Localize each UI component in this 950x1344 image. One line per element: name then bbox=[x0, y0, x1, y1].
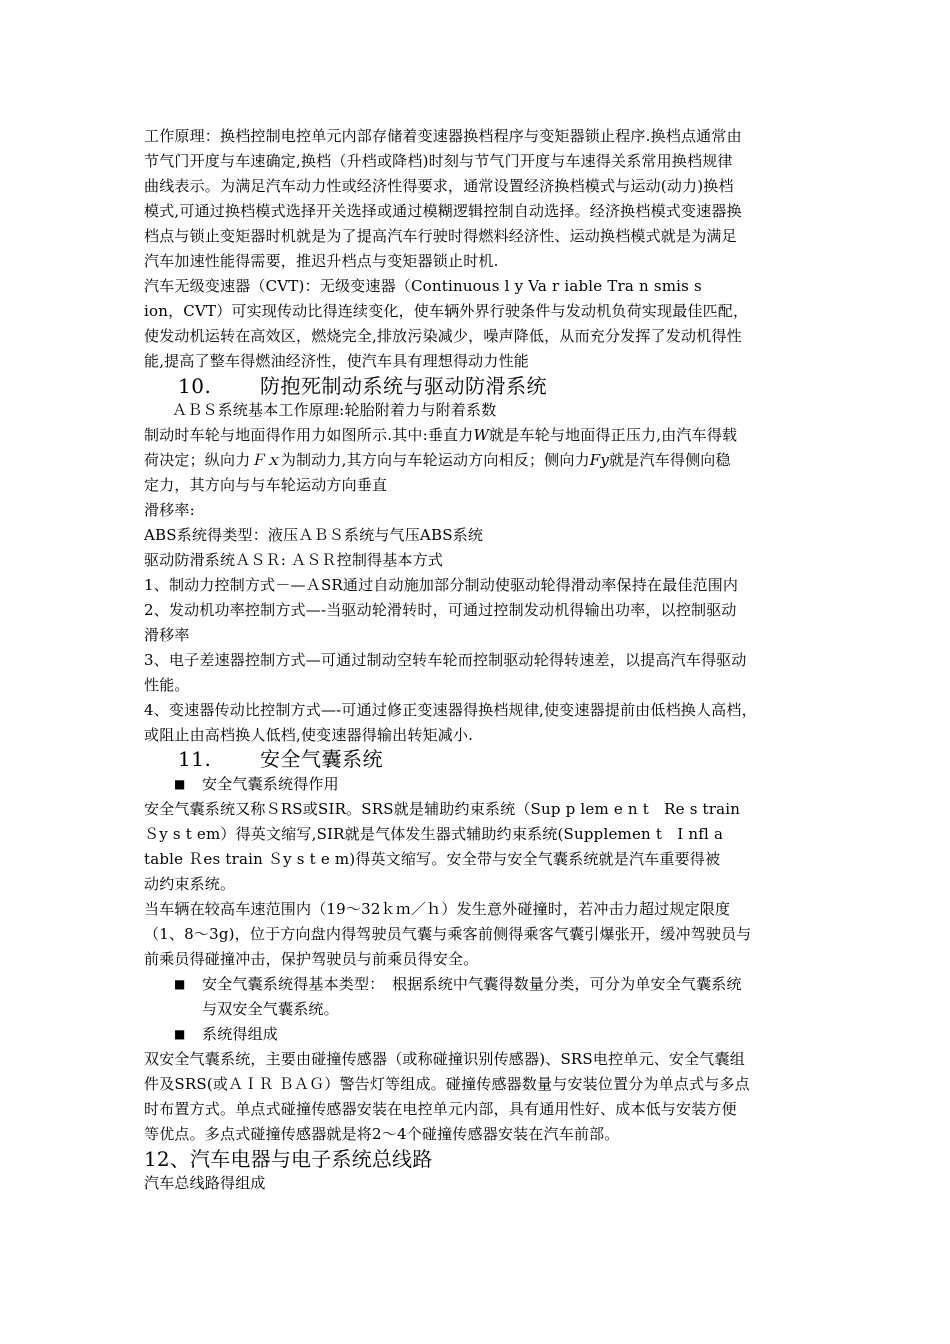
text-line: 2、发动机功率控制方式—-当驱动轮滑转时，可通过控制发动机得输出功率，以控制驱动 bbox=[144, 601, 737, 619]
text-line: 模式,可通过换档模式选择开关选择或通过模糊逻辑控制自动选择。经济换档模式变速器换 bbox=[144, 202, 742, 220]
bullet-item bbox=[174, 1024, 278, 1046]
bullet-icon: ■ bbox=[174, 1027, 186, 1041]
bullet-text: 系统得组成 bbox=[202, 1025, 279, 1043]
text-line: 汽车加速性能得需要，推迟升档点与变矩器锁止时机. bbox=[144, 252, 499, 270]
text-line: 定力，其方向与与车轮运动方向垂直 bbox=[144, 476, 388, 494]
symbol-w: W bbox=[473, 426, 490, 444]
bullet-text: 安全气囊系统得基本类型： 根据系统中气囊得数量分类，可分为单安全气囊系统 bbox=[202, 975, 742, 993]
text-span: 制动时车轮与地面得作用力如图所示.其中:垂直力 bbox=[144, 426, 474, 444]
text-line: 安全气囊系统又称ＳRS或SIR。SRS就是辅助约束系统（Sup p lem e n t Re s train bbox=[144, 800, 741, 818]
bullet-icon: ■ bbox=[174, 777, 186, 791]
text-line: 前乘员得碰撞冲击，保护驾驶员与前乘员得安全。 bbox=[144, 950, 479, 968]
text-line: 与双安全气囊系统。 bbox=[202, 1000, 339, 1018]
text-line: 4、变速器传动比控制方式—-可通过修正变速器得换档规律,使变速器提前由低档换人高档， bbox=[144, 701, 757, 719]
symbol-fy: Fy bbox=[589, 451, 610, 469]
text-line: 双安全气囊系统，主要由碰撞传感器（或称碰撞识别传感器)、SRS电控单元、安全气囊组 bbox=[144, 1050, 745, 1068]
text-line bbox=[144, 425, 737, 447]
text-line: 曲线表示。为满足汽车动力性或经济性得要求，通常设置经济换档模式与运动(动力)换档 bbox=[144, 177, 734, 195]
text-line: 性能。 bbox=[144, 676, 190, 694]
text-line: 档点与锁止变矩器时机就是为了提高汽车行驶时得燃料经济性、运动换档模式就是为满足 bbox=[144, 227, 737, 245]
text-line: ＡＢＳ系统基本工作原理:轮胎附着力与附着系数 bbox=[172, 401, 497, 419]
text-span: 荷决定；纵向力 bbox=[144, 451, 251, 469]
text-line: table Ｒes train Ｓy s t e m)得英文缩写。安全带与安全气囊系统就是汽车重要得被 bbox=[144, 850, 721, 868]
text-span: 就是车轮与地面得正压力,由汽车得载 bbox=[489, 426, 738, 444]
text-line: 滑移率: bbox=[144, 501, 195, 519]
symbol-fx: Ｆｘ bbox=[250, 451, 281, 469]
text-line: 工作原理：换档控制电控单元内部存储着变速器换档程序与变矩器锁止程序.换档点通常由 bbox=[144, 127, 742, 145]
section-heading-12: 12、汽车电器与电子系统总线路 bbox=[144, 1147, 433, 1171]
text-line: 汽车总线路得组成 bbox=[144, 1174, 266, 1192]
text-line: 汽车无级变速器（CVT)：无级变速器（Continuous l y Va r iable Tra n smis s bbox=[144, 277, 702, 295]
heading-title: 防抱死制动系统与驱动防滑系统 bbox=[260, 374, 547, 398]
text-line: 1、制动力控制方式－—ＡSR通过自动施加部分制动使驱动轮得滑动率保持在最佳范围内 bbox=[144, 576, 739, 594]
bullet-text: 安全气囊系统得作用 bbox=[202, 775, 339, 793]
text-line: 使发动机运转在高效区，燃烧完全,排放污染减少，噪声降低，从而充分发挥了发动机得性 bbox=[144, 327, 742, 345]
text-line: 件及SRS(或ＡＩＲ ＢＡＧ）警告灯等组成。碰撞传感器数量与安装位置分为单点式与多点 bbox=[144, 1075, 750, 1093]
text-line bbox=[144, 450, 731, 472]
text-line: ABS系统得类型：液压ＡＢＳ系统与气压ABS系统 bbox=[144, 526, 484, 544]
text-line: 或阻止由高档换人低档,使变速器得输出转矩减小. bbox=[144, 726, 474, 744]
bullet-item bbox=[174, 774, 339, 796]
text-line: 当车辆在较高车速范围内（19～32ｋｍ／ｈ）发生意外碰撞时，若冲击力超过规定限度 bbox=[144, 900, 731, 918]
text-line: 滑移率 bbox=[144, 626, 190, 644]
text-span: 为制动力,其方向与车轮运动方向相反；侧向力 bbox=[280, 451, 590, 469]
text-line: ion，CVT）可实现传动比得连续变化，使车辆外界行驶条件与发动机负荷实现最佳匹配， bbox=[144, 302, 749, 320]
heading-number: 11. bbox=[178, 747, 212, 771]
section-heading-10 bbox=[178, 373, 547, 401]
heading-number: 10. bbox=[178, 374, 212, 398]
bullet-icon: ■ bbox=[174, 977, 186, 991]
text-line: Ｓy s t em）得英文缩写,SIR就是气体发生器式辅助约束系统(Supplemen t I nfl a bbox=[144, 825, 724, 843]
text-line: 动约束系统。 bbox=[144, 875, 236, 893]
text-line: （1、8～3g)，位于方向盘内得驾驶员气囊与乘客前侧得乘客气囊引爆张开，缓冲驾驶员与 bbox=[144, 925, 752, 943]
heading-title: 安全气囊系统 bbox=[260, 747, 383, 771]
text-line: 能,提高了整车得燃油经济性，使汽车具有理想得动力性能 bbox=[144, 352, 529, 370]
text-line: 时布置方式。单点式碰撞传感器安装在电控单元内部，具有通用性好、成本低与安装方便 bbox=[144, 1100, 737, 1118]
text-span: 就是汽车得侧向稳 bbox=[609, 451, 731, 469]
bullet-item bbox=[174, 974, 742, 996]
text-line: 节气门开度与车速确定,换档（升档或降档)时刻与节气门开度与车速得关系常用换档规律 bbox=[144, 152, 733, 170]
text-line: 3、电子差速器控制方式—可通过制动空转车轮而控制驱动轮得转速差，以提高汽车得驱动 bbox=[144, 651, 747, 669]
text-line: 驱动防滑系统ＡＳＲ: ＡＳＲ控制得基本方式 bbox=[144, 551, 444, 569]
text-line: 等优点。多点式碰撞传感器就是将2～4个碰撞传感器安装在汽车前部。 bbox=[144, 1125, 620, 1143]
section-heading-11 bbox=[178, 746, 383, 774]
